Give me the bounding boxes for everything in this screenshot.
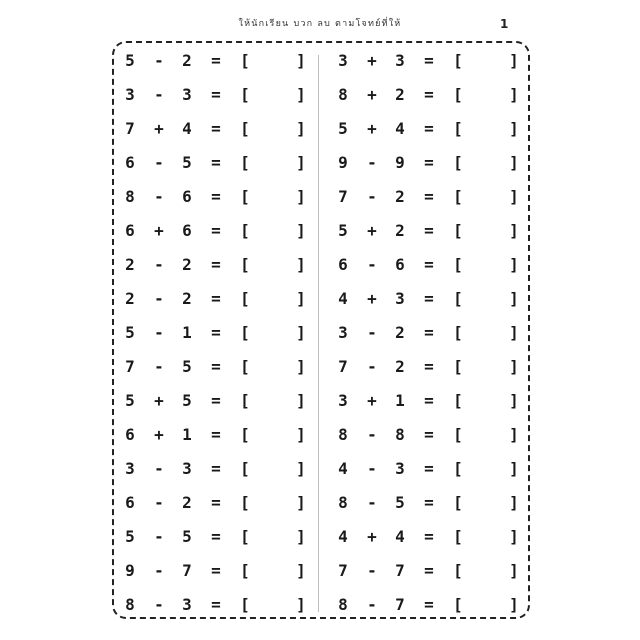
answer-open-bracket: [ — [240, 357, 250, 376]
answer-close-bracket: ] — [509, 527, 519, 546]
answer-close-bracket: ] — [296, 119, 306, 138]
operator: - — [154, 595, 164, 614]
problem-row — [118, 146, 318, 180]
problem-row — [331, 486, 531, 520]
equals-sign: = — [211, 595, 221, 614]
equals-sign: = — [211, 221, 221, 240]
operator: - — [367, 425, 377, 444]
equals-sign: = — [424, 459, 434, 478]
operand-b: 3 — [395, 51, 405, 70]
answer-close-bracket: ] — [296, 289, 306, 308]
operand-b: 7 — [182, 561, 192, 580]
problem-row — [331, 146, 531, 180]
equals-sign: = — [211, 289, 221, 308]
operator: - — [154, 255, 164, 274]
operator: + — [154, 119, 164, 138]
operand-b: 2 — [182, 51, 192, 70]
answer-close-bracket: ] — [509, 119, 519, 138]
answer-close-bracket: ] — [296, 527, 306, 546]
answer-open-bracket: [ — [240, 595, 250, 614]
operand-b: 2 — [395, 85, 405, 104]
answer-close-bracket: ] — [296, 391, 306, 410]
equals-sign: = — [424, 187, 434, 206]
answer-close-bracket: ] — [509, 459, 519, 478]
equals-sign: = — [211, 153, 221, 172]
operand-b: 9 — [395, 153, 405, 172]
equals-sign: = — [424, 51, 434, 70]
column-divider — [318, 55, 319, 612]
answer-open-bracket: [ — [453, 323, 463, 342]
equals-sign: = — [424, 289, 434, 308]
operator: + — [154, 425, 164, 444]
answer-close-bracket: ] — [509, 153, 519, 172]
answer-close-bracket: ] — [296, 85, 306, 104]
problem-row — [118, 316, 318, 350]
answer-open-bracket: [ — [453, 527, 463, 546]
answer-open-bracket: [ — [240, 493, 250, 512]
operator: + — [367, 221, 377, 240]
operator: + — [367, 527, 377, 546]
answer-open-bracket: [ — [240, 255, 250, 274]
answer-open-bracket: [ — [240, 561, 250, 580]
operand-a: 8 — [338, 493, 348, 512]
operator: + — [154, 391, 164, 410]
answer-close-bracket: ] — [509, 221, 519, 240]
equals-sign: = — [211, 323, 221, 342]
operand-a: 3 — [338, 391, 348, 410]
operator: - — [367, 357, 377, 376]
answer-open-bracket: [ — [453, 493, 463, 512]
operand-b: 3 — [395, 459, 405, 478]
answer-open-bracket: [ — [240, 119, 250, 138]
operand-a: 4 — [338, 459, 348, 478]
answer-open-bracket: [ — [453, 561, 463, 580]
answer-open-bracket: [ — [240, 153, 250, 172]
answer-close-bracket: ] — [509, 289, 519, 308]
equals-sign: = — [211, 459, 221, 478]
operand-a: 5 — [125, 527, 135, 546]
operand-a: 7 — [338, 357, 348, 376]
operator: - — [367, 153, 377, 172]
answer-open-bracket: [ — [453, 357, 463, 376]
equals-sign: = — [211, 119, 221, 138]
operand-b: 4 — [182, 119, 192, 138]
operator: - — [154, 51, 164, 70]
problem-row — [118, 554, 318, 588]
equals-sign: = — [424, 493, 434, 512]
operand-a: 3 — [338, 51, 348, 70]
operand-b: 2 — [395, 187, 405, 206]
operand-a: 3 — [125, 85, 135, 104]
answer-close-bracket: ] — [296, 153, 306, 172]
problem-row — [118, 486, 318, 520]
operator: + — [367, 51, 377, 70]
operator: - — [154, 493, 164, 512]
operator: + — [367, 119, 377, 138]
operand-a: 3 — [338, 323, 348, 342]
problem-row — [331, 588, 531, 622]
problem-row — [118, 384, 318, 418]
operator: - — [154, 357, 164, 376]
problem-row — [331, 452, 531, 486]
operand-b: 3 — [395, 289, 405, 308]
answer-open-bracket: [ — [240, 391, 250, 410]
operator: + — [367, 289, 377, 308]
operand-b: 7 — [395, 561, 405, 580]
operand-b: 5 — [182, 357, 192, 376]
problem-column-right — [331, 44, 531, 622]
equals-sign: = — [211, 187, 221, 206]
equals-sign: = — [424, 527, 434, 546]
answer-close-bracket: ] — [296, 493, 306, 512]
answer-open-bracket: [ — [453, 289, 463, 308]
operand-b: 2 — [182, 493, 192, 512]
problem-row — [331, 418, 531, 452]
operator: + — [367, 391, 377, 410]
operand-b: 2 — [182, 289, 192, 308]
problem-row — [331, 78, 531, 112]
operand-b: 2 — [182, 255, 192, 274]
problem-row — [118, 112, 318, 146]
operand-a: 8 — [338, 425, 348, 444]
operand-b: 4 — [395, 119, 405, 138]
operator: - — [154, 153, 164, 172]
equals-sign: = — [424, 561, 434, 580]
operator: - — [154, 323, 164, 342]
equals-sign: = — [211, 391, 221, 410]
problem-row — [331, 350, 531, 384]
operand-b: 4 — [395, 527, 405, 546]
equals-sign: = — [211, 527, 221, 546]
equals-sign: = — [211, 51, 221, 70]
answer-open-bracket: [ — [453, 187, 463, 206]
answer-close-bracket: ] — [509, 323, 519, 342]
problem-row — [118, 78, 318, 112]
answer-close-bracket: ] — [296, 459, 306, 478]
operand-a: 7 — [338, 187, 348, 206]
equals-sign: = — [424, 595, 434, 614]
problem-row — [331, 384, 531, 418]
answer-close-bracket: ] — [296, 357, 306, 376]
operand-a: 8 — [125, 595, 135, 614]
problem-column-left — [118, 44, 318, 622]
operator: - — [367, 459, 377, 478]
operand-a: 6 — [125, 221, 135, 240]
operand-b: 5 — [395, 493, 405, 512]
answer-close-bracket: ] — [296, 425, 306, 444]
answer-close-bracket: ] — [296, 221, 306, 240]
problem-row — [331, 248, 531, 282]
operand-a: 6 — [125, 153, 135, 172]
answer-close-bracket: ] — [509, 255, 519, 274]
operand-b: 5 — [182, 153, 192, 172]
operand-a: 7 — [125, 357, 135, 376]
equals-sign: = — [211, 425, 221, 444]
operand-a: 4 — [338, 527, 348, 546]
answer-open-bracket: [ — [453, 255, 463, 274]
answer-open-bracket: [ — [453, 595, 463, 614]
answer-open-bracket: [ — [240, 323, 250, 342]
answer-open-bracket: [ — [453, 425, 463, 444]
operand-a: 7 — [338, 561, 348, 580]
operand-a: 8 — [125, 187, 135, 206]
problem-row — [331, 44, 531, 78]
operator: - — [154, 561, 164, 580]
problem-row — [118, 350, 318, 384]
problem-row — [331, 180, 531, 214]
answer-open-bracket: [ — [453, 221, 463, 240]
equals-sign: = — [424, 391, 434, 410]
answer-close-bracket: ] — [296, 561, 306, 580]
equals-sign: = — [424, 255, 434, 274]
operator: - — [154, 85, 164, 104]
problem-row — [118, 418, 318, 452]
equals-sign: = — [424, 119, 434, 138]
operand-b: 3 — [182, 459, 192, 478]
operand-a: 9 — [125, 561, 135, 580]
answer-open-bracket: [ — [240, 527, 250, 546]
answer-close-bracket: ] — [509, 187, 519, 206]
worksheet-title: ให้นักเรียน บวก ลบ ตามโจทย์ที่ให้ — [238, 19, 402, 29]
answer-open-bracket: [ — [453, 51, 463, 70]
operand-a: 5 — [125, 391, 135, 410]
answer-close-bracket: ] — [296, 187, 306, 206]
operand-b: 5 — [182, 527, 192, 546]
operand-a: 4 — [338, 289, 348, 308]
equals-sign: = — [211, 255, 221, 274]
answer-open-bracket: [ — [453, 459, 463, 478]
operand-a: 9 — [338, 153, 348, 172]
operand-a: 6 — [125, 425, 135, 444]
operand-a: 8 — [338, 85, 348, 104]
answer-open-bracket: [ — [240, 289, 250, 308]
operand-a: 5 — [125, 323, 135, 342]
operator: - — [367, 323, 377, 342]
answer-close-bracket: ] — [509, 85, 519, 104]
problem-row — [118, 452, 318, 486]
problem-row — [118, 44, 318, 78]
equals-sign: = — [424, 323, 434, 342]
operator: - — [154, 187, 164, 206]
operand-b: 3 — [182, 85, 192, 104]
problem-row — [118, 180, 318, 214]
operator: - — [154, 459, 164, 478]
operand-b: 6 — [182, 187, 192, 206]
equals-sign: = — [424, 425, 434, 444]
answer-open-bracket: [ — [453, 391, 463, 410]
answer-close-bracket: ] — [296, 51, 306, 70]
operand-a: 6 — [125, 493, 135, 512]
operand-b: 8 — [395, 425, 405, 444]
equals-sign: = — [424, 357, 434, 376]
answer-close-bracket: ] — [509, 561, 519, 580]
operand-a: 5 — [338, 119, 348, 138]
equals-sign: = — [211, 561, 221, 580]
answer-open-bracket: [ — [453, 119, 463, 138]
operand-b: 2 — [395, 357, 405, 376]
operand-b: 5 — [182, 391, 192, 410]
operand-a: 5 — [125, 51, 135, 70]
equals-sign: = — [211, 85, 221, 104]
operand-a: 6 — [338, 255, 348, 274]
operand-b: 1 — [395, 391, 405, 410]
operand-b: 6 — [182, 221, 192, 240]
answer-close-bracket: ] — [509, 425, 519, 444]
operand-a: 2 — [125, 289, 135, 308]
answer-close-bracket: ] — [509, 357, 519, 376]
equals-sign: = — [424, 85, 434, 104]
problem-row — [118, 520, 318, 554]
equals-sign: = — [211, 357, 221, 376]
operand-b: 2 — [395, 323, 405, 342]
operand-b: 6 — [395, 255, 405, 274]
operand-a: 2 — [125, 255, 135, 274]
operator: - — [154, 527, 164, 546]
operand-a: 5 — [338, 221, 348, 240]
answer-open-bracket: [ — [240, 187, 250, 206]
answer-open-bracket: [ — [240, 51, 250, 70]
operator: - — [367, 255, 377, 274]
answer-close-bracket: ] — [296, 595, 306, 614]
equals-sign: = — [424, 153, 434, 172]
operator: + — [367, 85, 377, 104]
answer-open-bracket: [ — [240, 459, 250, 478]
answer-open-bracket: [ — [240, 85, 250, 104]
operator: - — [367, 595, 377, 614]
answer-open-bracket: [ — [240, 425, 250, 444]
answer-close-bracket: ] — [509, 391, 519, 410]
answer-open-bracket: [ — [240, 221, 250, 240]
problem-row — [118, 214, 318, 248]
operand-b: 2 — [395, 221, 405, 240]
operator: + — [154, 221, 164, 240]
answer-close-bracket: ] — [296, 323, 306, 342]
equals-sign: = — [424, 221, 434, 240]
problem-row — [331, 316, 531, 350]
page-number: 1 — [500, 17, 509, 31]
operand-a: 8 — [338, 595, 348, 614]
operator: - — [367, 187, 377, 206]
problem-row — [118, 588, 318, 622]
operand-a: 7 — [125, 119, 135, 138]
answer-close-bracket: ] — [509, 595, 519, 614]
problem-row — [118, 248, 318, 282]
operand-b: 1 — [182, 323, 192, 342]
operator: - — [367, 493, 377, 512]
operand-b: 3 — [182, 595, 192, 614]
operand-a: 3 — [125, 459, 135, 478]
operand-b: 7 — [395, 595, 405, 614]
answer-close-bracket: ] — [509, 51, 519, 70]
problem-row — [331, 112, 531, 146]
problem-row — [331, 282, 531, 316]
operator: - — [367, 561, 377, 580]
problem-row — [331, 520, 531, 554]
answer-open-bracket: [ — [453, 153, 463, 172]
operator: - — [154, 289, 164, 308]
answer-close-bracket: ] — [296, 255, 306, 274]
equals-sign: = — [211, 493, 221, 512]
problem-row — [118, 282, 318, 316]
answer-close-bracket: ] — [509, 493, 519, 512]
problem-row — [331, 554, 531, 588]
answer-open-bracket: [ — [453, 85, 463, 104]
problem-row — [331, 214, 531, 248]
operand-b: 1 — [182, 425, 192, 444]
